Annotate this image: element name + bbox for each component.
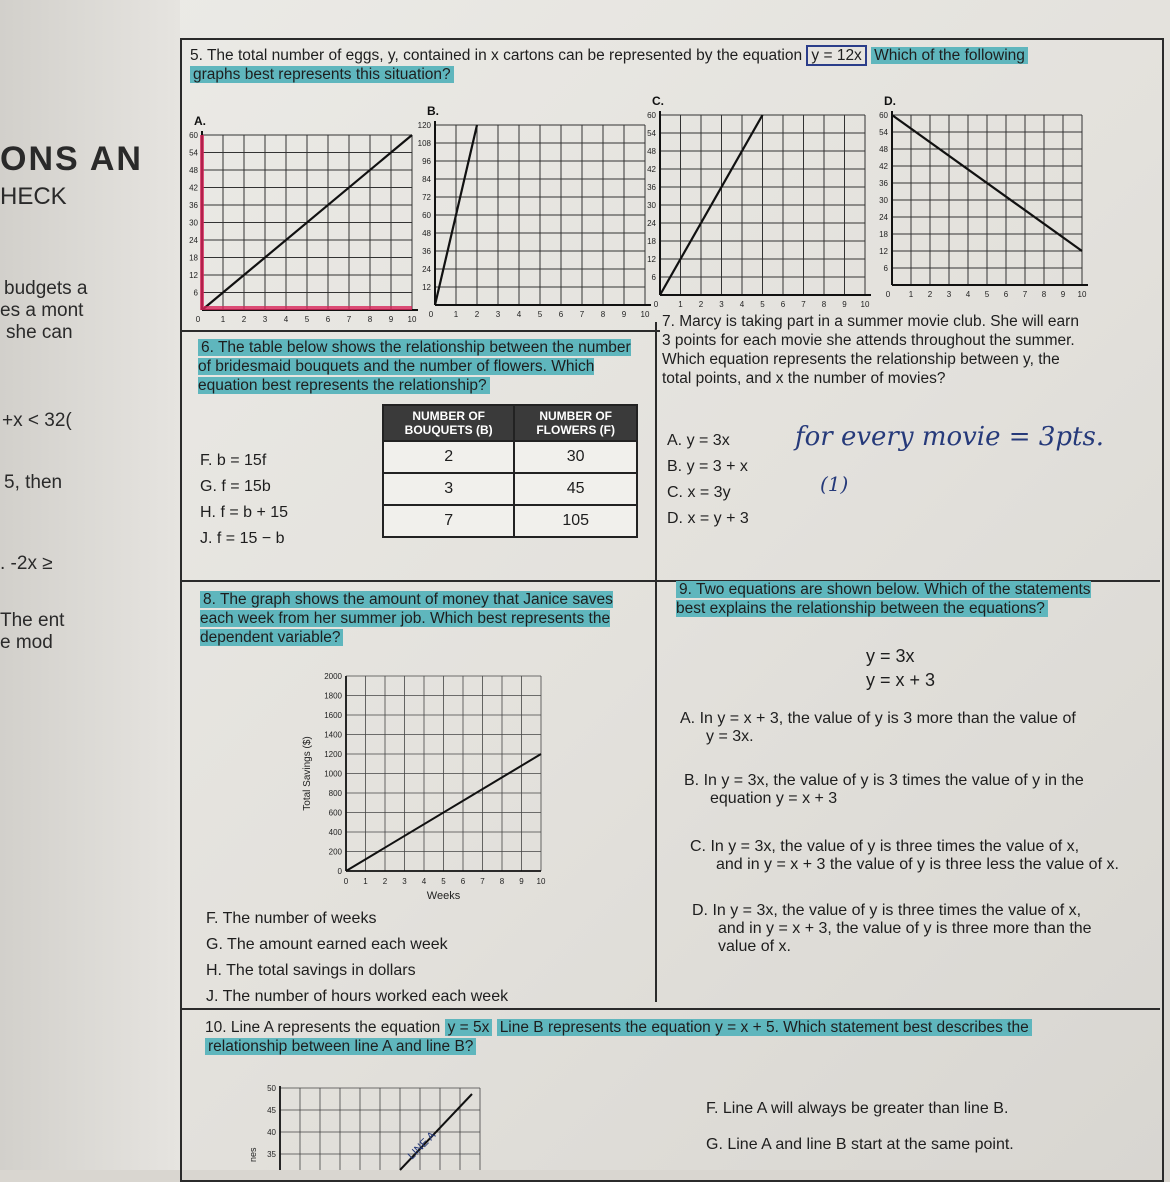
graph-label: D. (884, 94, 896, 108)
tick-label: 18 (879, 230, 888, 239)
table-cell: 105 (514, 505, 637, 537)
tick-label: 1400 (324, 730, 342, 740)
option-line: C. In y = 3x, the value of y is three times the value of x, (690, 838, 1080, 855)
tick-label: 40 (267, 1128, 276, 1137)
tick-label: 6 (883, 264, 888, 273)
table-row (383, 473, 637, 505)
tick-label: 35 (267, 1150, 276, 1159)
y-axis-label: Total Savings ($) (302, 736, 313, 811)
table-cell: 3 (383, 473, 514, 505)
tick-label: 6 (325, 315, 331, 324)
graph-c (647, 94, 871, 309)
tick-label: 54 (879, 128, 888, 137)
tick-label: 2 (382, 877, 388, 886)
tick-label: 6 (780, 300, 786, 309)
option-line: and in y = x + 3, the value of y is three more than the (718, 920, 1092, 937)
q8-option-g[interactable]: G. The amount earned each week (206, 936, 448, 953)
graph-label: A. (194, 114, 206, 128)
handwritten-note: (1) (820, 472, 849, 496)
tick-label: 0 (653, 300, 659, 309)
question-10 (205, 1018, 1145, 1056)
q6-option-f[interactable]: F. b = 15f (200, 452, 267, 469)
left-line: es a mont (0, 300, 84, 321)
divider (180, 330, 660, 332)
left-line: . -2x ≥ (0, 553, 53, 574)
q6-option-h[interactable]: H. f = b + 15 (200, 504, 289, 521)
q5-graphs (180, 95, 1160, 325)
tick-label: 7 (480, 877, 485, 886)
table-row (383, 441, 637, 473)
q9-equation-1: y = 3x (866, 646, 915, 666)
tick-label: 45 (267, 1106, 276, 1115)
graph-label: C. (652, 94, 664, 108)
graph-label: B. (427, 104, 439, 118)
tick-label: 1 (678, 300, 683, 309)
option-line: B. In y = 3x, the value of y is 3 times the value of y in the (684, 772, 1084, 789)
q10-graph (250, 1082, 490, 1170)
table-cell: 30 (514, 441, 637, 473)
tick-label: 200 (328, 847, 342, 857)
tick-label: 1 (220, 315, 226, 324)
graph-d (879, 94, 1088, 299)
tick-label: 1 (453, 310, 459, 319)
tick-label: 8 (367, 315, 373, 324)
q5-equation: y = 12x (806, 45, 866, 66)
q5-highlight: Which of the following (871, 47, 1028, 64)
tick-label: 5 (441, 877, 446, 886)
tick-label: 8 (821, 300, 827, 309)
question-9 (676, 580, 1096, 618)
tick-label: 42 (647, 165, 656, 174)
left-line: The ent (0, 610, 65, 631)
tick-label: 120 (417, 121, 431, 130)
tick-label: 1000 (324, 769, 342, 779)
q8-option-h[interactable]: H. The total savings in dollars (206, 962, 416, 979)
tick-label: 48 (647, 147, 656, 156)
tick-label: 0 (343, 877, 349, 886)
question-7 (662, 312, 1082, 388)
tick-label: 400 (328, 828, 342, 837)
q6-text: 6. The table below shows the relationship between the number of bridesmaid bouquets and the number of flowers. Which equation best represents the relationship? (198, 339, 631, 394)
tick-label: 2 (474, 310, 480, 319)
tick-label: 50 (267, 1084, 276, 1093)
tick-label: 1200 (324, 750, 342, 759)
tick-label: 1800 (324, 691, 342, 701)
tick-label: 800 (328, 789, 342, 798)
tick-label: 4 (421, 877, 427, 886)
tick-label: 8 (499, 877, 505, 886)
tick-label: 1 (363, 877, 368, 886)
q7-option-b[interactable]: B. y = 3 + x (667, 458, 748, 475)
option-line: equation y = x + 3 (710, 790, 838, 807)
q9-equation-2: y = x + 3 (866, 670, 936, 690)
left-line: budgets a (4, 278, 88, 299)
tick-label: 6 (1003, 290, 1009, 299)
tick-label: 60 (647, 111, 656, 120)
q8-text: 8. The graph shows the amount of money that Janice saves each week from her summer job. Which best represents the dependent variable? (200, 591, 613, 646)
tick-label: 7 (1022, 290, 1028, 299)
tick-label: 5 (537, 310, 543, 319)
left-page-subtitle: HECK (0, 183, 67, 210)
tick-label: 10 (860, 300, 870, 309)
tick-label: 6 (193, 288, 198, 298)
tick-label: 12 (879, 247, 888, 256)
tick-label: 12 (647, 255, 656, 264)
handwritten-note: for every movie = 3pts. (795, 422, 1105, 452)
q9-option-c[interactable] (690, 838, 1119, 874)
tick-label: 0 (885, 290, 891, 299)
option-line: y = 3x. (706, 728, 754, 745)
table-cell: 2 (383, 441, 514, 473)
tick-label: 9 (842, 300, 847, 309)
tick-label: 18 (189, 253, 198, 263)
line-label: LINE A (405, 1129, 439, 1163)
table-header: NUMBER OF BOUQUETS (B) (383, 405, 514, 441)
q8-option-f[interactable]: F. The number of weeks (206, 910, 377, 927)
q9-option-a[interactable] (680, 710, 1076, 746)
q6-option-g[interactable]: G. f = 15b (200, 478, 271, 495)
tick-label: 6 (651, 273, 656, 282)
tick-label: 8 (1041, 290, 1047, 299)
q7-option-d[interactable]: D. x = y + 3 (667, 510, 749, 527)
tick-label: 0 (195, 315, 201, 324)
tick-label: 10 (536, 877, 546, 886)
option-line: and in y = x + 3 the value of y is three less the value of x. (716, 856, 1119, 873)
left-line: e mod (0, 632, 53, 653)
left-line: +x < 32( (2, 410, 72, 431)
q5-number: 5. (190, 47, 203, 64)
tick-label: 30 (879, 196, 888, 205)
tick-label: 108 (417, 139, 431, 148)
tick-label: 10 (407, 315, 417, 324)
x-axis-label: Weeks (426, 890, 461, 902)
tick-label: 48 (879, 145, 888, 154)
q10-text: 10. Line A represents the equation (205, 1019, 441, 1036)
tick-label: 2 (698, 300, 704, 309)
tick-label: 60 (189, 131, 198, 140)
q10-text: Line B represents the equation y = x + 5. Which statement best describes the (497, 1019, 1032, 1036)
q10-option-g[interactable]: G. Line A and line B start at the same point. (706, 1136, 1014, 1153)
tick-label: 0 (428, 310, 434, 319)
tick-label: 54 (647, 129, 656, 138)
divider (180, 1008, 1160, 1010)
q6-option-j[interactable]: J. f = 15 − b (200, 530, 285, 547)
tick-label: 60 (422, 211, 431, 220)
tick-label: 42 (879, 162, 888, 171)
tick-label: 6 (558, 310, 564, 319)
tick-label: 5 (760, 300, 765, 309)
tick-label: 7 (346, 315, 352, 324)
tick-label: 8 (600, 310, 606, 319)
q9-option-b[interactable] (684, 772, 1084, 808)
divider (655, 322, 657, 1002)
question-8 (200, 590, 640, 647)
q9-option-d[interactable] (692, 902, 1092, 956)
tick-label: 3 (719, 300, 724, 309)
question-5 (190, 46, 1150, 84)
tick-label: 4 (739, 300, 745, 309)
tick-label: 7 (579, 310, 585, 319)
tick-label: 9 (621, 310, 627, 319)
tick-label: 3 (402, 877, 407, 886)
option-line: value of x. (718, 938, 791, 955)
tick-label: 3 (946, 290, 952, 299)
tick-label: 2 (927, 290, 933, 299)
left-line: she can (6, 322, 73, 343)
tick-label: 18 (647, 237, 656, 246)
tick-label: 600 (328, 808, 342, 818)
question-6 (198, 338, 638, 395)
tick-label: 36 (879, 179, 888, 188)
graph-b (418, 104, 651, 319)
tick-label: 3 (262, 315, 268, 324)
tick-label: 24 (189, 236, 198, 245)
tick-label: 96 (422, 157, 431, 166)
table-cell: 7 (383, 505, 514, 537)
tick-label: 7 (801, 300, 806, 309)
tick-label: 5 (984, 290, 990, 299)
q10-equation-a: y = 5x (445, 1019, 493, 1036)
table-cell: 45 (514, 473, 637, 505)
tick-label: 48 (422, 229, 431, 238)
tick-label: 0 (337, 867, 342, 876)
tick-label: 30 (647, 201, 656, 210)
q5-highlight: graphs best represents this situation? (190, 66, 454, 83)
tick-label: 9 (388, 315, 394, 324)
tick-label: 1 (908, 290, 914, 299)
q10-option-f[interactable]: F. Line A will always be greater than line B. (706, 1100, 1009, 1117)
tick-label: 12 (189, 271, 198, 280)
tick-label: 24 (422, 265, 431, 274)
q7-option-a[interactable]: A. y = 3x (667, 432, 730, 449)
tick-label: 36 (422, 247, 431, 256)
q7-text: 7. Marcy is taking part in a summer movie club. She will earn 3 points for each movie she attends throughout the summer. Which equation represents the relationship between y, the total points, and x the number of movies? (662, 313, 1079, 387)
tick-label: 2 (241, 315, 247, 324)
q8-option-j[interactable]: J. The number of hours worked each week (206, 988, 509, 1005)
tick-label: 72 (422, 193, 431, 202)
left-line: 5, then (4, 472, 63, 493)
y-axis-label-fragment: nes (248, 1147, 258, 1162)
option-line: A. In y = x + 3, the value of y is 3 more than the value of (680, 710, 1076, 727)
q9-text: 9. Two equations are shown below. Which of the statements best explains the relationship between the equations? (676, 581, 1091, 617)
left-page-title: ONS AN (0, 140, 143, 178)
tick-label: 9 (519, 877, 524, 886)
tick-label: 4 (516, 310, 522, 319)
q7-option-c[interactable]: C. x = 3y (667, 484, 731, 501)
savings-chart (296, 668, 566, 903)
tick-label: 10 (640, 310, 650, 319)
tick-label: 12 (422, 283, 431, 292)
tick-label: 60 (879, 111, 888, 120)
tick-label: 24 (647, 219, 656, 228)
table-header: NUMBER OF FLOWERS (F) (514, 405, 637, 441)
tick-label: 9 (1060, 290, 1066, 299)
tick-label: 36 (647, 183, 656, 192)
option-line: D. In y = 3x, the value of y is three times the value of x, (692, 902, 1082, 919)
tick-label: 24 (879, 213, 888, 222)
tick-label: 30 (189, 218, 198, 228)
tick-label: 1600 (324, 711, 342, 720)
tick-label: 84 (422, 175, 431, 184)
tick-label: 4 (965, 290, 971, 299)
tick-label: 42 (189, 183, 198, 193)
tick-label: 3 (495, 310, 501, 319)
q5-text: The total number of eggs, y, contained in x cartons can be represented by the equation (206, 47, 803, 64)
tick-label: 36 (189, 201, 198, 210)
tick-label: 48 (189, 166, 198, 175)
q10-text: relationship between line A and line B? (205, 1038, 476, 1055)
tick-label: 6 (460, 877, 466, 886)
bouquet-table (382, 404, 638, 538)
table-row (383, 505, 637, 537)
tick-label: 10 (1077, 290, 1087, 299)
tick-label: 5 (304, 315, 310, 324)
tick-label: 4 (283, 315, 289, 324)
tick-label: 54 (189, 148, 198, 158)
graph-a (189, 114, 418, 324)
tick-label: 2000 (324, 672, 342, 681)
